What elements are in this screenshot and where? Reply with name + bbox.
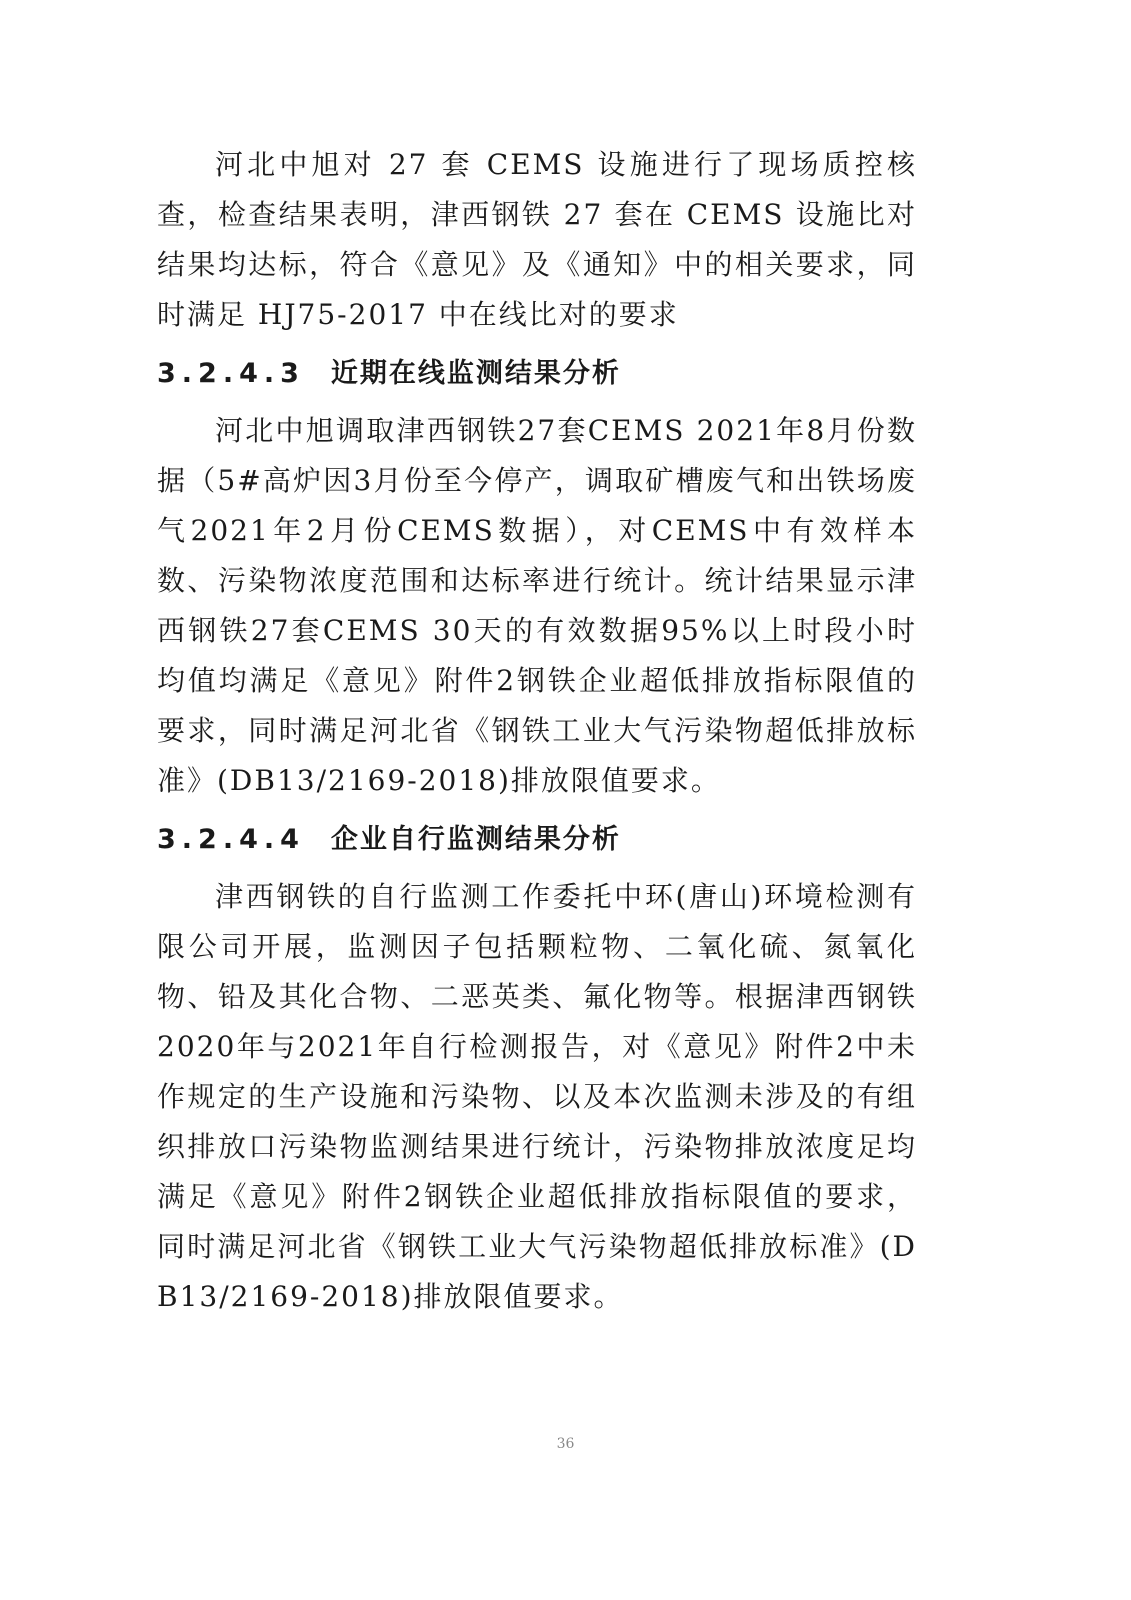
section-number: 3.2.4.3 [157, 358, 305, 389]
section-heading-3-2-4-4 [157, 820, 917, 860]
section-title: 企业自行监测结果分析 [330, 824, 621, 855]
paragraph-cems-quality-check: 河北中旭对 27 套 CEMS 设施进行了现场质控核查，检查结果表明，津西钢铁 27 套在 CEMS 设施比对结果均达标，符合《意见》及《通知》中的相关要求，同时满足 HJ75-2017 中在线比对的要求 [157, 148, 917, 331]
paragraph-online-monitoring: 河北中旭调取津西钢铁27套CEMS 2021年8月份数据（5#高炉因3月份至今停产，调取矿槽废气和出铁场废气2021年2月份CEMS数据），对CEMS中有效样本数、污染物浓度范围和达标率进行统计。统计结果显示津西钢铁27套CEMS 30天的有效数据95%以上时段小时均值均满足《意见》附件2钢铁企业超低排放指标限值的要求，同时满足河北省《钢铁工业大气污染物超低排放标准》(DB13/2169-2018)排放限值要求。 [157, 414, 917, 797]
paragraph-self-monitoring: 津西钢铁的自行监测工作委托中环(唐山)环境检测有限公司开展，监测因子包括颗粒物、二氧化硫、氮氧化物、铅及其化合物、二恶英类、氟化物等。根据津西钢铁2020年与2021年自行检测报告，对《意见》附件2中未作规定的生产设施和污染物、以及本次监测未涉及的有组织排放口污染物监测结果进行统计，污染物排放浓度足均满足《意见》附件2钢铁企业超低排放指标限值的要求，同时满足河北省《钢铁工业大气污染物超低排放标准》(DB13/2169-2018)排放限值要求。 [157, 880, 917, 1313]
document-body [157, 140, 917, 1322]
page-number: 36 [556, 1436, 575, 1452]
section-number: 3.2.4.4 [157, 824, 305, 855]
section-title: 近期在线监测结果分析 [330, 358, 621, 389]
section-heading-3-2-4-3 [157, 354, 917, 394]
